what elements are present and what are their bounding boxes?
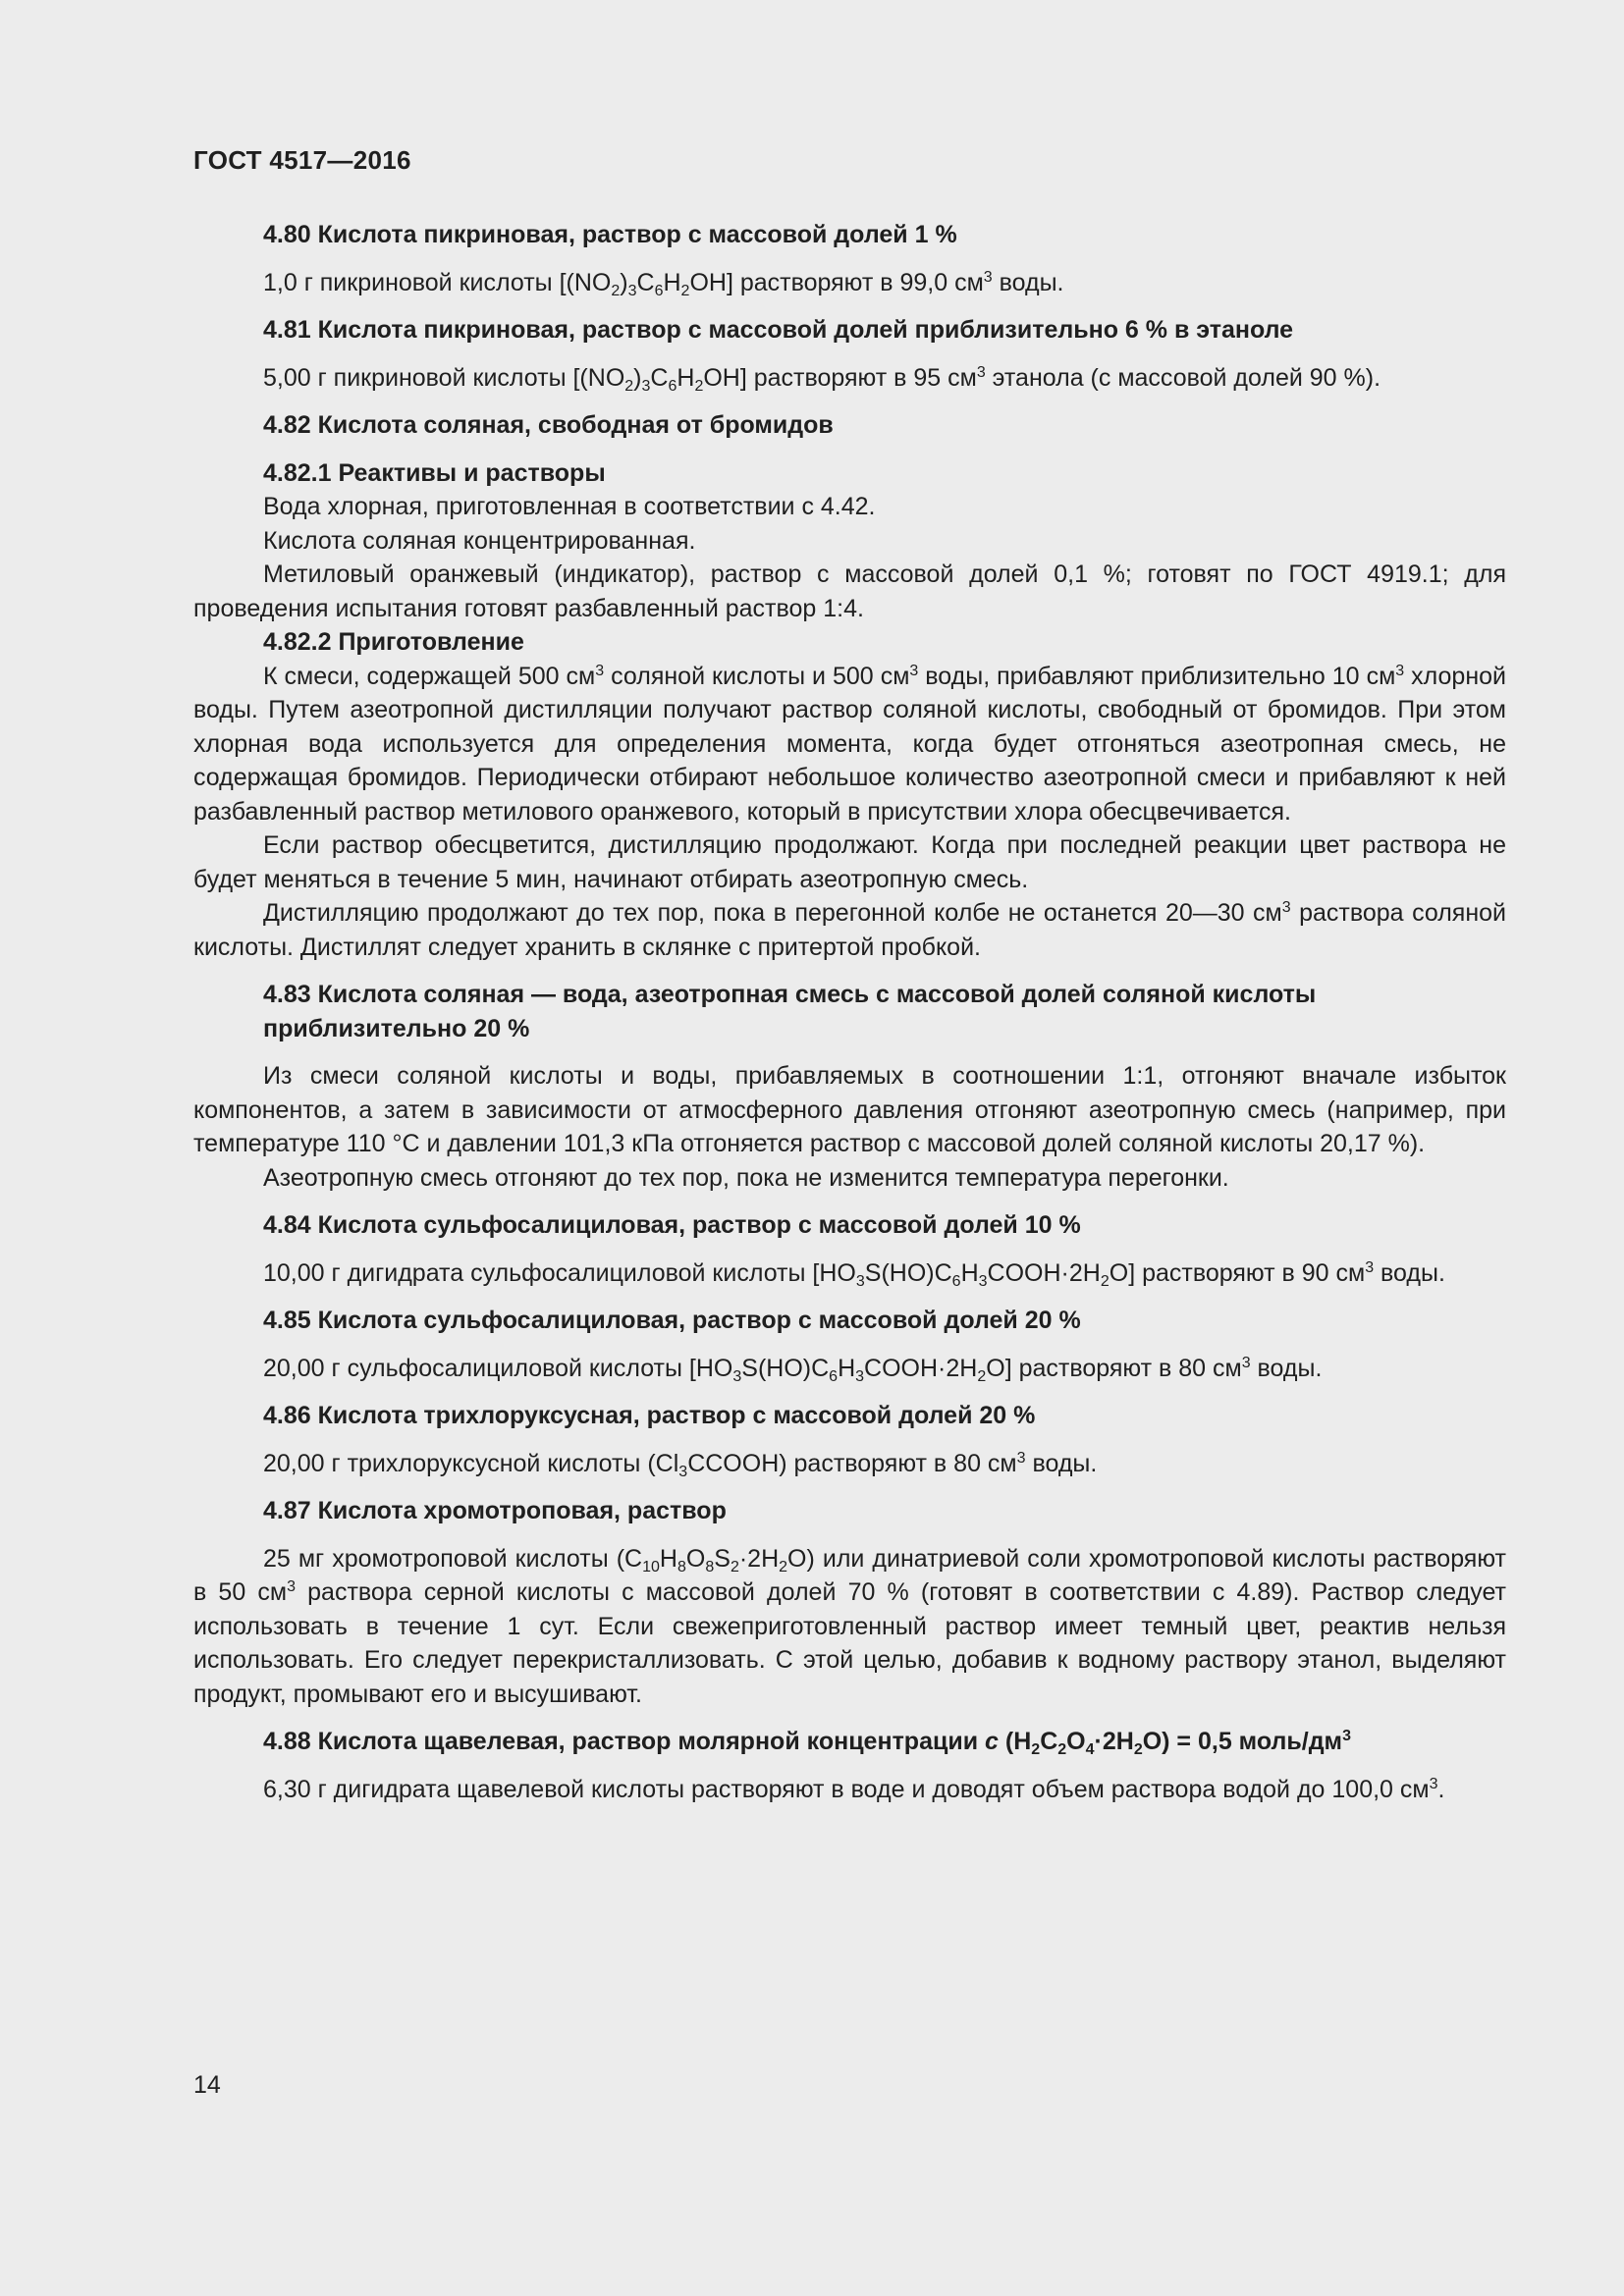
text-4-82-2-para-3: Дистилляцию продолжают до тех пор, пока в перегонной колбе не останется 20—30 $см^3$ раствора соляной кислоты. Дистиллят следует хранить в склянке с притертой пробкой.: [193, 899, 1507, 961]
text-4-83-para-2: Азеотропную смесь отгоняют до тех пор, пока не изменится температура перегонки.: [263, 1163, 1229, 1192]
text-4-81: 5,00 г пикриновой кислоты $[(NO_2)_3C_6H_2OH]$ растворяют в 95 $см^3$ этанола (с массовой долей 90 %).: [263, 363, 1381, 395]
heading-4-86: 4.86 Кислота трихлоруксусная, раствор с массовой долей 20 %: [263, 1402, 1036, 1429]
text-4-82-2-para-1: К смеси, содержащей 500 $см^3$ соляной кислоты и 500 $см^3$ воды, прибавляют приблизительно 10 $см^3$ хлорной воды. Путем азеотропной дистилляции получают раствор соляной кислоты, свободный от бромидов. При этом хлорная вода используется для определения момента, когда будет отгоняться азеотропная смесь, не содержащая бромидов. Периодически отбирают небольшое количество азеотропной смеси и прибавляют к ней разбавленный раствор метилового оранжевого, который в присутствии хлора обесцвечивается.: [193, 662, 1507, 826]
text-4-85: 20,00 г сульфосалициловой кислоты $[HO_3S(HO)C_6H_3COOH\cdot 2H_2O]$ растворяют в 80 $см^3$ воды.: [263, 1354, 1323, 1385]
heading-4-80: 4.80 Кислота пикриновая, раствор с массовой долей 1 %: [263, 221, 957, 248]
page-content: [193, 218, 1506, 1806]
heading-4-83-line-1: 4.83 Кислота соляная — вода, азеотропная смесь с массовой долей соляной кислоты: [263, 981, 1317, 1008]
text-4-82-1-line-3: Метиловый оранжевый (индикатор), раствор с массовой долей 0,1 %; готовят по ГОСТ 4919.1; для проведения испытания готовят разбавленный раствор 1:4.: [193, 561, 1506, 622]
text-4-82-2-para-2: Если раствор обесцветится, дистилляцию продолжают. Когда при последней реакции цвет раствора не будет меняться в течение 5 мин, начинают отбирать азеотропную смесь.: [193, 831, 1506, 893]
heading-4-82-2: 4.82.2 Приготовление: [263, 628, 524, 656]
text-4-84: 10,00 г дигидрата сульфосалициловой кислоты $[HO_3S(HO)C_6H_3COOH\cdot 2H_2O]$ растворяют в 90 $см^3$ воды.: [263, 1258, 1445, 1290]
text-4-86: 20,00 г трихлоруксусной кислоты $(Cl_3CCOOH)$ растворяют в 80 $см^3$ воды.: [263, 1449, 1098, 1480]
heading-4-88: 4.88 Кислота щавелевая, раствор молярной концентрации c $(H_2C_2O_4\cdot 2H_2O) = 0,5$ моль/$дм^3$: [263, 1728, 1351, 1758]
heading-4-84: 4.84 Кислота сульфосалициловая, раствор с массовой долей 10 %: [263, 1211, 1081, 1239]
heading-4-82: 4.82 Кислота соляная, свободная от бромидов: [263, 411, 834, 439]
text-4-88: 6,30 г дигидрата щавелевой кислоты растворяют в воде и доводят объем раствора водой до 100,0 $см^3$.: [263, 1775, 1445, 1803]
heading-4-82-1: 4.82.1 Реактивы и растворы: [263, 458, 606, 487]
page-number: 14: [193, 2071, 221, 2099]
text-4-82-1-line-2: Кислота соляная концентрированная.: [263, 526, 696, 555]
text-4-83-para-1: Из смеси соляной кислоты и воды, прибавляемых в соотношении 1:1, отгоняют вначале избыток компонентов, а затем в зависимости от атмосферного давления отгоняют азеотропную смесь (например, при температуре 110 °С и давлении 101,3 кПа отгоняется раствор с массовой долей соляной кислоты 20,17 %).: [193, 1062, 1506, 1157]
heading-4-87: 4.87 Кислота хромотроповая, раствор: [263, 1497, 727, 1524]
text-4-82-1-line-1: Вода хлорная, приготовленная в соответствии с 4.42.: [263, 493, 876, 520]
heading-4-81: 4.81 Кислота пикриновая, раствор с массовой долей приблизительно 6 % в этаноле: [263, 316, 1294, 344]
text-4-80: 1,0 г пикриновой кислоты $[(NO_2)_3C_6H_2OH]$ растворяют в 99,0 $см^3$ воды.: [263, 268, 1064, 299]
text-4-87: 25 мг хромотроповой кислоты $(C_{10}H_8O_8S_2\cdot 2H_2O)$ или динатриевой соли хромотроповой кислоты растворяют в 50 $см^3$ раствора серной кислоты с массовой долей 70 % (готовят в соответствии с 4.89). Раствор следует использовать в течение 1 сут. Если свежеприготовленный раствор имеет темный цвет, реактив нельзя использовать. Его следует перекристаллизовать. С этой целью, добавив к водному раствору этанол, выделяют продукт, промывают его и высушивают.: [193, 1544, 1506, 1708]
heading-4-83-line-2: приблизительно 20 %: [263, 1014, 530, 1042]
document-code: ГОСТ 4517—2016: [193, 145, 411, 175]
heading-4-85: 4.85 Кислота сульфосалициловая, раствор с массовой долей 20 %: [263, 1307, 1081, 1334]
